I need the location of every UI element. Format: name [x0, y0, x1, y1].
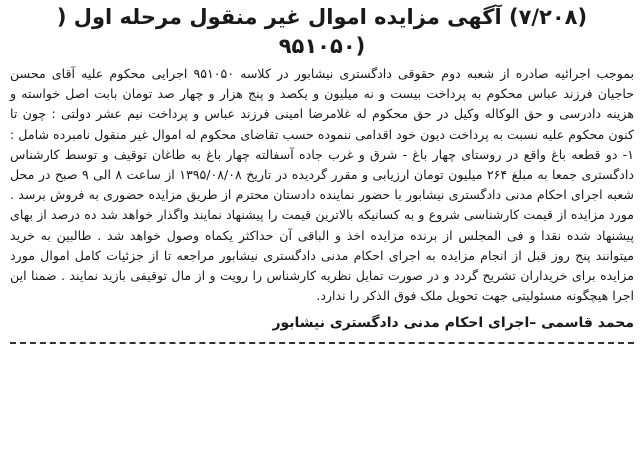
notice-case-number: ۹۵۱۰۵۰): [278, 34, 366, 58]
notice-signature: محمد قاسمی –اجرای احکام مدنی دادگستری نیشابور: [272, 315, 634, 332]
notice-headline: (۷/۲۰۸) آگهی مزایده اموال غیر منقول مرحله اول (: [56, 5, 588, 29]
bottom-divider: [10, 342, 634, 344]
notice-body: بموجب اجرائیه صادره از شعبه دوم حقوقی دادگستری نیشابور در کلاسه ۹۵۱۰۵۰ اجرایی محکوم علیه آقای محسن حاجیان فرزند عباس محکوم به پرداخت بیست و نه میلیون و یکصد و پنج هزار و چهار صد تومان بابت اصل خواسته و هزینه دادرسی و حق الوکاله وکیل در حق محکوم له غلامرضا امینی فرزند عباس و پرداخت نیم عشر دولتی : چون تا کنون محکوم علیه نسبت به پرداخت دیون خود اقدامی ننموده حسب تقاضای محکوم له اموال غیر منقول نامبرده شامل : ۱- دو قطعه باغ واقع در روستای چهار باغ - شرق و غرب جاده آسفالته چهار باغ به طاغان توقیف و توسط کارشناس دادگستری جمعا به مبلغ ۲۶۴ میلیون تومان ارزیابی و مقرر گردیده در تاریخ ۱۳۹۵/۰۸/۰۸ از ساعت ۸ الی ۹ صبح در محل شعبه اجرای احکام مدنی دادگستری نیشابور با حضور نماینده دادستان محترم از طریق مزایده حضوری به فروش برسد . مورد مزایده از قیمت کارشناسی شروع و به کسانیکه بالاترین قیمت را پیشنهاد نمایند واگذار خواهد شد ده درصد از بهای پیشنهاد شده نقدا و فی المجلس از برنده مزایده اخذ و الباقی آن حداکثر یکماه وصول خواهد شد . طالبین به خرید میتوانند پنج روز قبل از انجام مزایده به اجرای احکام مدنی دادگستری نیشابور مراجعه تا از جزئیات کامل اموال مورد مزایده برای خریداران تشریح گردد و در صورت تمایل نظریه کارشناس را رویت و از مال توقیفی بازید نمایند . ضمنا این اجرا هیچگونه مسئولیتی جهت تحویل ملک فوق الذکر را ندارد.: [10, 66, 634, 304]
